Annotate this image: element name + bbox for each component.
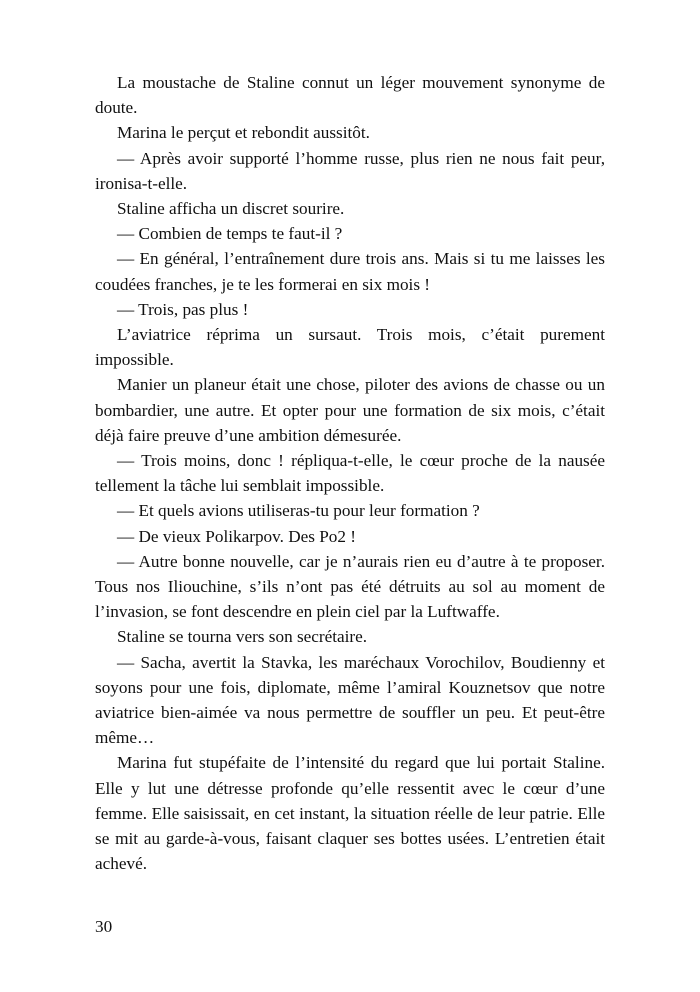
paragraph: L’aviatrice réprima un sursaut. Trois mois, c’était purement impossible. (95, 325, 605, 370)
paragraph: Marina le perçut et rebondit aussitôt. (117, 123, 370, 143)
paragraph: — Après avoir supporté l’homme russe, plus rien ne nous fait peur, ironisa-t-elle. (95, 148, 605, 193)
paragraph: Marina fut stupéfaite de l’intensité du regard que lui portait Staline. Elle y lut une détresse profonde qu’elle ressentit avec le cœur d’une femme. Elle saisissait, en cet instant, la situation réelle de leur patrie. Elle se mit au garde-à-vous, faisant claquer ses bottes usées. L’entretien était achevé. (95, 753, 605, 874)
paragraph: — De vieux Polikarpov. Des Po2 ! (117, 526, 357, 546)
paragraph: — Trois moins, donc ! répliqua-t-elle, le cœur proche de la nausée tellement la tâche lui semblait impossible. (95, 451, 605, 496)
paragraph: — En général, l’entraînement dure trois ans. Mais si tu me laisses les coudées franches, je te les formerai en six mois ! (95, 249, 605, 294)
paragraph: Manier un planeur était une chose, piloter des avions de chasse ou un bombardier, une autre. Et opter pour une formation de six mois, c’était déjà faire preuve d’une ambition démesurée. (95, 375, 605, 445)
paragraph: — Autre bonne nouvelle, car je n’aurais rien eu d’autre à te proposer. Tous nos Iliouchine, s’ils n’ont pas été détruits au sol au moment de l’invasion, se font descendre en plein ciel par la Luftwaffe. (95, 551, 605, 622)
paragraph: — Trois, pas plus ! (117, 299, 249, 319)
paragraph: Staline afficha un discret sourire. (117, 199, 345, 219)
paragraph: — Sacha, avertit la Stavka, les maréchaux Vorochilov, Boudienny et soyons pour une fois, diplomate, même l’amiral Kouznetsov que notre aviatrice bien-aimée va nous permettre de souffler un peu. Et peut-être même… (95, 652, 605, 748)
paragraph: — Combien de temps te faut-il ? (117, 224, 343, 244)
paragraph: — Et quels avions utiliseras-tu pour leur formation ? (117, 501, 480, 521)
page-body (95, 70, 605, 877)
paragraph: Staline se tourna vers son secrétaire. (117, 627, 368, 647)
page-number: 30 (95, 917, 113, 936)
paragraph: La moustache de Staline connut un léger mouvement synonyme de doute. (95, 73, 605, 118)
